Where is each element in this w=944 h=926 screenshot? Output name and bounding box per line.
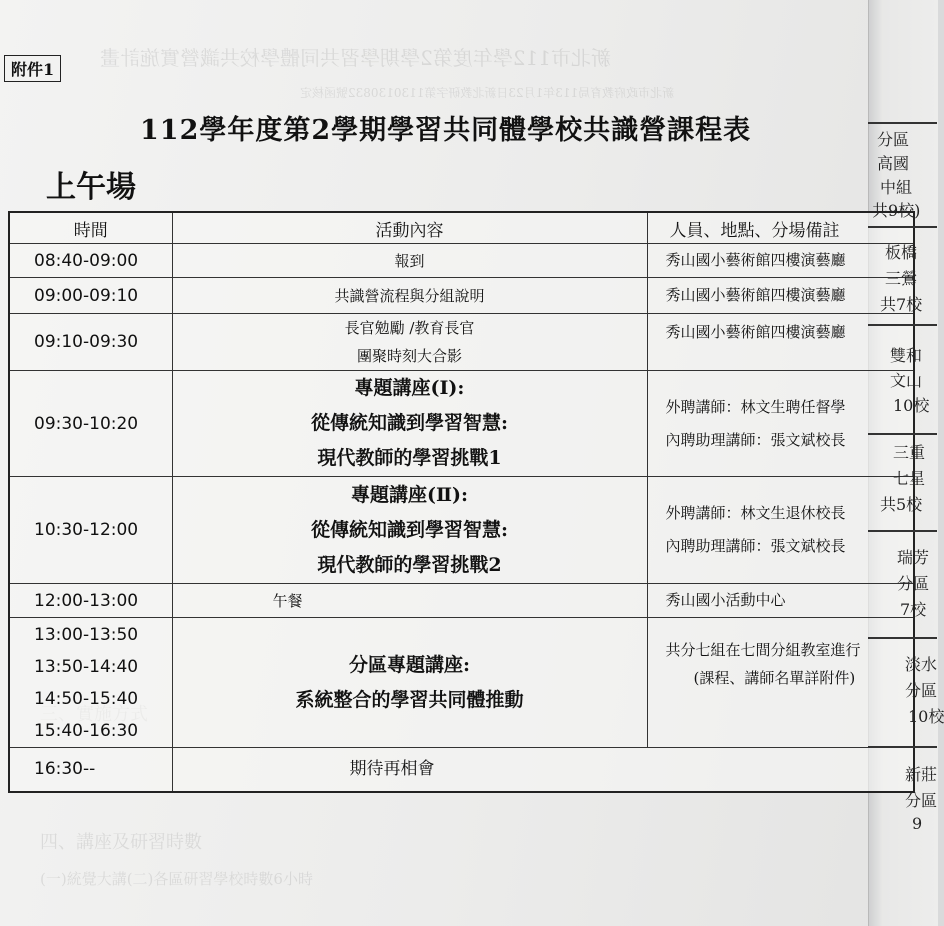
time-slot: 14:50-15:40 [34,688,139,709]
side-page-text: 分區 [905,791,938,810]
activity-line: 團聚時刻大合影 [356,347,462,365]
row-time: 10:30-12:00 [9,477,172,584]
side-page-text: 7校 [900,600,927,619]
row-staff [647,371,914,477]
side-page-rule [868,122,937,124]
row-activity: 午餐 [172,584,647,618]
header-time: 時間 [9,212,172,244]
session-heading: 上午場 [46,170,136,205]
side-page-text: 瑞芳 [897,548,930,567]
staff-line: 共分七組在七間分組教室進行 [665,641,861,659]
row-activity [172,477,647,584]
row-time: 09:10-09:30 [9,314,172,371]
side-page-text: 淡水 [905,655,938,674]
table-row [9,748,914,792]
lecture-title: 專題講座(Ⅱ): [350,483,468,506]
row-activity [172,618,647,748]
row-activity [172,314,647,371]
table-row [9,584,914,618]
external-lecturer: 外聘講師：林文生聘任督學 [665,397,846,416]
assistant-lecturer: 內聘助理講師：張文斌校長 [665,537,846,555]
side-page-text: 文山 [890,371,923,390]
lecture-subtitle: 系統整合的學習共同體推動 [295,688,524,711]
side-page-text: 共9校) [872,201,921,220]
table-row [9,278,914,314]
side-page-text: 10校 [908,707,944,726]
lecture-title: 分區專題講座: [348,653,470,676]
lecture-subtitle: 從傳統知識到學習智慧: [310,518,508,541]
row-activity [172,371,647,477]
side-page-text: 三鶯 [885,269,918,288]
row-staff: 秀山國小藝術館四樓演藝廳 [647,314,914,371]
row-staff: 秀山國小活動中心 [647,584,914,618]
row-activity: 報到 [172,244,647,278]
row-staff: 秀山國小藝術館四樓演藝廳 [647,244,914,278]
side-page-rule [868,226,937,228]
bleed-through-section-4: 四、講座及研習時數 [40,832,202,853]
table-row [9,477,914,584]
row-activity: 期待再相會 [172,748,914,792]
lecture-subtitle: 現代教師的學習挑戰1 [317,447,502,469]
side-page-text: 分區 [897,574,930,593]
bleed-through-line: (一)統覺大講(二)各區研習學校時數6小時 [40,870,313,888]
header-activity: 活動內容 [172,212,647,244]
table-row [9,314,914,371]
lecture-subtitle: 從傳統知識到學習智慧: [310,412,508,434]
time-slot: 13:00-13:50 [34,624,139,645]
side-page-rule [868,324,937,326]
side-page-rule [868,746,937,748]
activity-line: 長官勉勵 /教育長官 [344,319,475,337]
side-page-text: 三重 [893,443,926,462]
bleed-through-subtitle: 新北市政府教育局113年1月23日新北教研字第1130130832號函核定 [300,86,675,100]
side-page-rule [868,530,937,532]
row-time: 08:40-09:00 [9,244,172,278]
course-schedule-table [8,211,918,793]
side-page-text: 9 [912,814,923,833]
side-page-text: 共5校 [880,495,923,514]
annex-label: 附件1 [4,55,61,82]
side-page-text: 板橋 [885,243,918,262]
bleed-through-title: 新北市112學年度第2學期學習共同體學校共識營實施計畫 [100,46,611,70]
row-time: 16:30-- [9,748,172,792]
table-row [9,244,914,278]
lecture-title: 專題講座(Ⅰ): [354,377,465,399]
side-page-text: 10校 [893,396,930,415]
time-slot: 15:40-16:30 [34,720,139,741]
row-time [9,618,172,748]
side-page-text: 雙和 [890,346,923,365]
side-page-text: 新莊 [905,765,938,784]
table-header-row [9,212,914,244]
row-time: 09:00-09:10 [9,278,172,314]
assistant-lecturer: 內聘助理講師：張文斌校長 [665,430,846,449]
side-page-text: 高國 [877,154,910,173]
side-page-rule [868,637,937,639]
side-page-text: 共7校 [880,295,923,314]
row-time: 12:00-13:00 [9,584,172,618]
table-row [9,618,914,748]
external-lecturer: 外聘講師：林文生退休校長 [665,504,846,522]
side-page-text: 分區 [877,130,910,149]
side-page-text: 分區 [905,681,938,700]
side-page-rule [868,433,937,435]
header-staff: 人員、地點、分場備註 [647,212,914,244]
document-title: 112學年度第2學期學習共同體學校共識營課程表 [140,115,752,146]
row-activity: 共識營流程與分組說明 [172,278,647,314]
time-slot: 13:50-14:40 [34,656,139,677]
side-page-text: 七星 [893,469,926,488]
staff-line: (課程、講師名單詳附件) [693,669,856,687]
lecture-subtitle: 現代教師的學習挑戰2 [317,553,502,576]
side-page-text: 中組 [880,178,913,197]
row-time: 09:30-10:20 [9,371,172,477]
row-staff: 秀山國小藝術館四樓演藝廳 [647,278,914,314]
table-row [9,371,914,477]
